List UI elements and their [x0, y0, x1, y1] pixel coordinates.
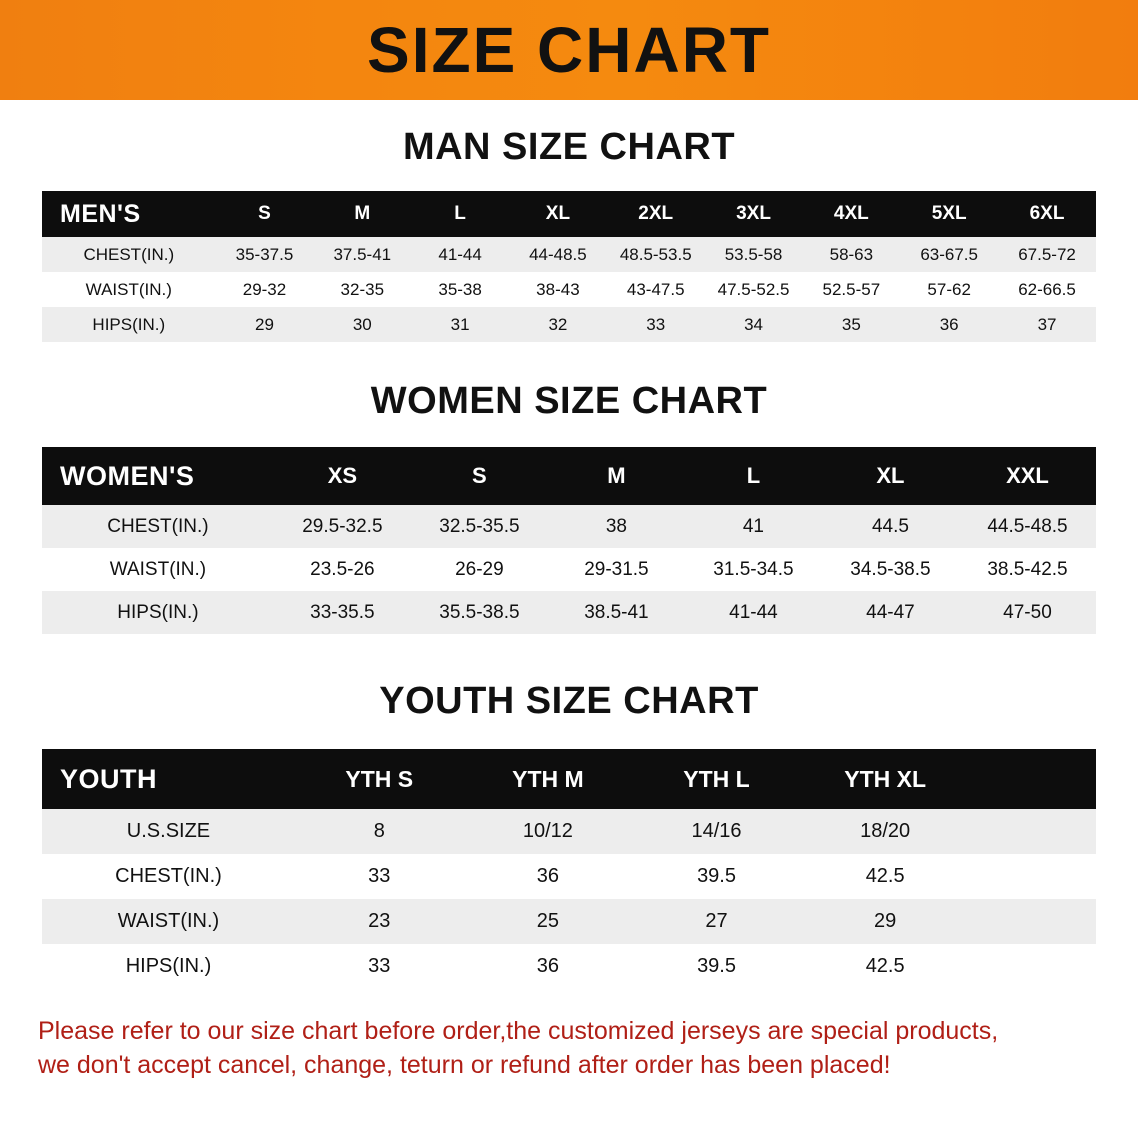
table-cell: 44-48.5	[509, 237, 607, 272]
women-table-wrap	[0, 447, 1138, 634]
youth-header-cell: YTH S	[295, 749, 464, 809]
table-cell: 44-47	[822, 591, 959, 634]
table-cell: 18/20	[801, 809, 970, 854]
table-cell: 35-37.5	[216, 237, 314, 272]
women-section-title: WOMEN SIZE CHART	[370, 380, 768, 422]
table-cell-spacer	[969, 944, 1096, 989]
table-cell: 35.5-38.5	[411, 591, 548, 634]
table-cell: 33-35.5	[274, 591, 411, 634]
table-cell: 34	[705, 307, 803, 342]
table-cell: 57-62	[900, 272, 998, 307]
man-table-wrap	[0, 191, 1138, 342]
row-label: CHEST(IN.)	[42, 854, 295, 899]
table-cell: 32-35	[313, 272, 411, 307]
table-row	[42, 237, 1096, 272]
table-row	[42, 272, 1096, 307]
table-cell: 36	[464, 854, 633, 899]
table-cell: 33	[295, 854, 464, 899]
youth-size-table	[42, 749, 1096, 989]
man-header-cell: 4XL	[802, 191, 900, 237]
table-cell: 29-31.5	[548, 548, 685, 591]
table-cell: 41-44	[685, 591, 822, 634]
table-cell: 41-44	[411, 237, 509, 272]
man-section-title: MAN SIZE CHART	[402, 126, 736, 168]
man-header-cell: XL	[509, 191, 607, 237]
youth-header-cell: YTH M	[464, 749, 633, 809]
man-header-cell: 3XL	[705, 191, 803, 237]
row-label: HIPS(IN.)	[42, 944, 295, 989]
table-cell: 44.5-48.5	[959, 505, 1096, 548]
table-cell-spacer	[969, 899, 1096, 944]
table-cell: 34.5-38.5	[822, 548, 959, 591]
table-cell: 36	[900, 307, 998, 342]
table-cell: 38	[548, 505, 685, 548]
table-cell: 29	[216, 307, 314, 342]
table-cell: 53.5-58	[705, 237, 803, 272]
women-header-row	[42, 447, 1096, 505]
table-cell: 58-63	[802, 237, 900, 272]
man-header-row	[42, 191, 1096, 237]
table-cell: 37	[998, 307, 1096, 342]
table-row	[42, 944, 1096, 989]
table-cell: 33	[295, 944, 464, 989]
table-cell: 38.5-42.5	[959, 548, 1096, 591]
table-cell: 8	[295, 809, 464, 854]
table-cell: 29-32	[216, 272, 314, 307]
table-cell: 39.5	[632, 854, 801, 899]
table-cell: 27	[632, 899, 801, 944]
table-cell: 29	[801, 899, 970, 944]
women-size-table	[42, 447, 1096, 634]
table-row	[42, 307, 1096, 342]
women-header-cell: M	[548, 447, 685, 505]
table-cell: 32.5-35.5	[411, 505, 548, 548]
table-cell-spacer	[969, 854, 1096, 899]
table-cell: 23	[295, 899, 464, 944]
row-label: WAIST(IN.)	[42, 272, 216, 307]
table-cell: 47-50	[959, 591, 1096, 634]
women-header-cell: XS	[274, 447, 411, 505]
table-cell: 52.5-57	[802, 272, 900, 307]
youth-section-title: YOUTH SIZE CHART	[379, 680, 759, 722]
man-size-table	[42, 191, 1096, 342]
youth-header-row	[42, 749, 1096, 809]
women-header-cell: WOMEN'S	[42, 447, 274, 505]
man-header-cell: M	[313, 191, 411, 237]
page-banner	[0, 0, 1138, 100]
disclaimer-note	[38, 1015, 1100, 1083]
man-header-cell: MEN'S	[42, 191, 216, 237]
table-cell: 33	[607, 307, 705, 342]
women-header-cell: XXL	[959, 447, 1096, 505]
row-label: HIPS(IN.)	[42, 591, 274, 634]
table-row	[42, 548, 1096, 591]
table-row	[42, 591, 1096, 634]
table-cell: 29.5-32.5	[274, 505, 411, 548]
table-cell: 38-43	[509, 272, 607, 307]
youth-header-cell: YOUTH	[42, 749, 295, 809]
table-cell: 41	[685, 505, 822, 548]
table-cell: 26-29	[411, 548, 548, 591]
man-header-cell: 5XL	[900, 191, 998, 237]
youth-header-cell: YTH XL	[801, 749, 970, 809]
youth-header-cell: YTH L	[632, 749, 801, 809]
youth-header-spacer	[969, 749, 1096, 809]
table-cell: 44.5	[822, 505, 959, 548]
table-cell: 48.5-53.5	[607, 237, 705, 272]
table-cell: 47.5-52.5	[705, 272, 803, 307]
table-cell-spacer	[969, 809, 1096, 854]
table-row	[42, 899, 1096, 944]
row-label: U.S.SIZE	[42, 809, 295, 854]
table-cell: 32	[509, 307, 607, 342]
row-label: CHEST(IN.)	[42, 505, 274, 548]
row-label: HIPS(IN.)	[42, 307, 216, 342]
table-cell: 42.5	[801, 944, 970, 989]
table-cell: 62-66.5	[998, 272, 1096, 307]
table-cell: 43-47.5	[607, 272, 705, 307]
table-cell: 31.5-34.5	[685, 548, 822, 591]
women-header-cell: XL	[822, 447, 959, 505]
page-title: SIZE CHART	[367, 14, 771, 86]
table-cell: 37.5-41	[313, 237, 411, 272]
table-cell: 42.5	[801, 854, 970, 899]
youth-table-wrap	[0, 749, 1138, 989]
table-cell: 39.5	[632, 944, 801, 989]
row-label: WAIST(IN.)	[42, 548, 274, 591]
row-label: WAIST(IN.)	[42, 899, 295, 944]
table-cell: 36	[464, 944, 633, 989]
row-label: CHEST(IN.)	[42, 237, 216, 272]
table-cell: 30	[313, 307, 411, 342]
man-header-cell: S	[216, 191, 314, 237]
table-cell: 23.5-26	[274, 548, 411, 591]
man-header-cell: 2XL	[607, 191, 705, 237]
man-header-cell: L	[411, 191, 509, 237]
table-row	[42, 809, 1096, 854]
table-row	[42, 854, 1096, 899]
table-cell: 35-38	[411, 272, 509, 307]
table-cell: 38.5-41	[548, 591, 685, 634]
disclaimer-line-2: we don't accept cancel, change, teturn or refund after order has been placed!	[38, 1050, 891, 1079]
table-cell: 14/16	[632, 809, 801, 854]
disclaimer-line-1: Please refer to our size chart before order,the customized jerseys are special products,	[38, 1017, 999, 1045]
man-header-cell: 6XL	[998, 191, 1096, 237]
women-header-cell: L	[685, 447, 822, 505]
table-cell: 63-67.5	[900, 237, 998, 272]
table-cell: 25	[464, 899, 633, 944]
table-row	[42, 505, 1096, 548]
table-cell: 67.5-72	[998, 237, 1096, 272]
women-header-cell: S	[411, 447, 548, 505]
table-cell: 10/12	[464, 809, 633, 854]
table-cell: 31	[411, 307, 509, 342]
table-cell: 35	[802, 307, 900, 342]
